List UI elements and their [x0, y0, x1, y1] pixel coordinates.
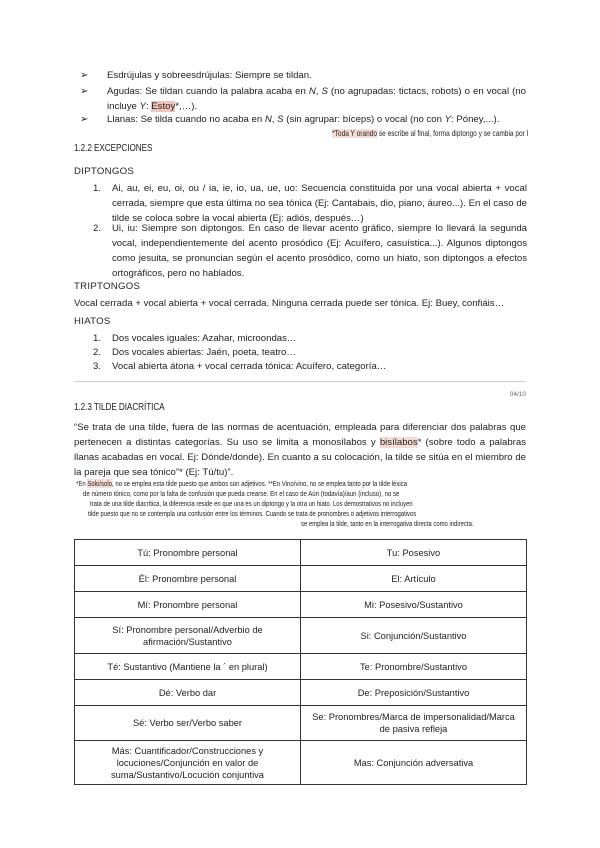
highlight-toda-y: *Toda Y orando [331, 129, 377, 138]
table-cell-atonic: Te: Pronombre/Sustantivo [301, 654, 527, 680]
table-cell-tonic: Tú: Pronombre personal [75, 540, 301, 566]
table-row [75, 741, 527, 785]
table-row [75, 540, 527, 566]
table-cell-tonic: Mí: Pronombre personal [75, 592, 301, 618]
item-text: Dos vocales iguales: Azahar, microondas… [112, 333, 297, 344]
table-row [75, 706, 527, 741]
item-text: Ui, iu: Siempre son diptongos. En caso de llevar acento gráfico, siempre lo llevará la segunda vocal, independientemente del acento prosódico (Ej: Acuífero, casuística...). Algunos diptongos como jesuita, se pronuncian según el acento prosódico, como un hiato, son diptongos a efectos ortográficos, pero no hablados. [112, 223, 527, 279]
section-title-tilde-diacritica: 1.2.3 TILDE DIACRÍTICA [74, 402, 165, 413]
bullet-llanas [80, 112, 526, 127]
table-cell-atonic: Tu: Posesivo [301, 540, 527, 566]
hiato-item-2 [93, 345, 527, 360]
table-row [75, 618, 527, 654]
table-cell-atonic: Mas: Conjunción adversativa [301, 741, 527, 785]
item-text: Vocal abierta átona + vocal cerrada tónica: Acuífero, categoría… [112, 361, 387, 372]
footnote-line: *En Solo/solo, no se emplea esta tilde puesto que ambos son adjetivos. **En Vino/vino, no se emplea tanto por la tilde léxica [76, 479, 408, 488]
footnote-block [74, 479, 526, 535]
highlight-bisilabos: bisílabos [379, 437, 418, 448]
table-row [75, 592, 527, 618]
footnote-line: trata de una tilde diacrítica, la diferencia reside en que una es un diptongo y la otra un hiato. Los demostrativos no incluyen [90, 499, 413, 508]
bullet-agudas [80, 84, 526, 114]
footnote-line: tilde puesto que no se contempla una confusión entre los términos. Cuando se trata de pronombres o adjetivos interrogativos [88, 509, 417, 518]
arrow-bullet-icon: ➢ [80, 70, 89, 81]
highlight-estoy: Estoy [151, 101, 176, 112]
triptongos-text: Vocal cerrada + vocal abierta + vocal cerrada. Ninguna cerrada puede ser tónica. Ej: Buey, confiáis… [74, 298, 505, 309]
bullet-text: Agudas: Se tildan cuando la palabra acaba en N, S (no agrupadas: tictacs, robots) o en vocal (no incluye Y: Estoy*,…). [107, 86, 526, 112]
tilde-diacritica-table [74, 539, 527, 785]
page-divider [74, 381, 526, 382]
heading-diptongos: DIPTONGOS [74, 166, 135, 177]
heading-hiatos: HIATOS [74, 316, 111, 327]
table-cell-tonic: Té: Sustantivo (Mantiene la ´ en plural) [75, 654, 301, 680]
table-row [75, 654, 527, 680]
bullet-text: Esdrújulas y sobreesdrújulas: Siempre se tildan. [107, 70, 312, 81]
bullet-text: Llanas: Se tilda cuando no acaba en N, S (sin agrupar: bíceps) o vocal (no con Y: Póney,...). [107, 114, 500, 125]
footnote-line: se emplea la tilde, tanto en la interrogativa directa como indirecta. [301, 519, 474, 528]
table-cell-tonic: Dé: Verbo dar [75, 680, 301, 706]
item-number: 1. [93, 333, 102, 344]
page-number: 04/10 [509, 391, 526, 398]
hiato-item-3 [93, 359, 527, 374]
table-cell-atonic: Si: Conjunción/Sustantivo [301, 618, 527, 654]
diptongo-item-1 [93, 181, 527, 226]
item-number: 1. [93, 183, 102, 194]
heading-triptongos: TRIPTONGOS [74, 281, 141, 292]
item-number: 3. [93, 361, 102, 372]
quote-definition: “Se trata de una tilde, fuera de las normas de acentuación, empleada para diferenciar dos palabras que pertenecen a distintas categorías. Su uso se limita a monosílabos y bisílabos* (sobre todo a palabras llanas acabadas en vocal. Ej: Dónde/donde). En cuanto a su colocación, la tilde se sitúa en el miembro de la pareja que sea tónico”* (Ej: Tú/tu)”. [74, 422, 526, 478]
hiato-item-1 [93, 331, 527, 346]
table-row [75, 566, 527, 592]
table-cell-atonic: El: Artículo [301, 566, 527, 592]
arrow-bullet-icon: ➢ [80, 86, 89, 97]
diptongo-item-2 [93, 221, 527, 281]
table-cell-tonic: Sí: Pronombre personal/Adverbio de afirmación/Sustantivo [75, 618, 301, 654]
table-cell-tonic: Sé: Verbo ser/Verbo saber [75, 706, 301, 741]
table-cell-atonic: De: Preposición/Sustantivo [301, 680, 527, 706]
table-cell-tonic: Él: Pronombre personal [75, 566, 301, 592]
item-text: Ai, au, ei, eu, oi, ou / ia, ie, io, ua, ue, uo: Secuencia constituida por una vocal abierta + vocal cerrada, siempre que esta última no sea tónica (Ej: Cantabais, dio, piano, áureo...). En el caso de tilde se coloca sobre la vocal abierta (Ej: adiós, después…) [112, 183, 527, 224]
section-title-excepciones: 1.2.2 EXCEPCIONES [74, 143, 153, 154]
table-cell-atonic: Mi: Posesivo/Sustantivo [301, 592, 527, 618]
item-number: 2. [93, 347, 102, 358]
item-text: Dos vocales abiertas: Jaén, poeta, teatro… [112, 347, 296, 358]
table-cell-tonic: Más: Cuantificador/Construcciones y locuciones/Conjunción en valor de suma/Sustantivo/Locución conjuntiva [75, 741, 301, 785]
bullet-esdrujulas [80, 68, 526, 83]
item-number: 2. [93, 223, 102, 234]
table-cell-atonic: Se: Pronombres/Marca de impersonalidad/Marca de pasiva refleja [301, 706, 527, 741]
note-toda-y: *Toda Y orando se escribe al final, forma diptongo y se cambia por I [331, 129, 528, 138]
highlight-solo: Solo/solo [87, 479, 113, 488]
arrow-bullet-icon: ➢ [80, 114, 89, 125]
table-row [75, 680, 527, 706]
footnote-line: de número tónico, como por la falta de confusión que pueda crearse. En el caso de Aún (todavía)/aun (incluso), no se [83, 489, 400, 498]
